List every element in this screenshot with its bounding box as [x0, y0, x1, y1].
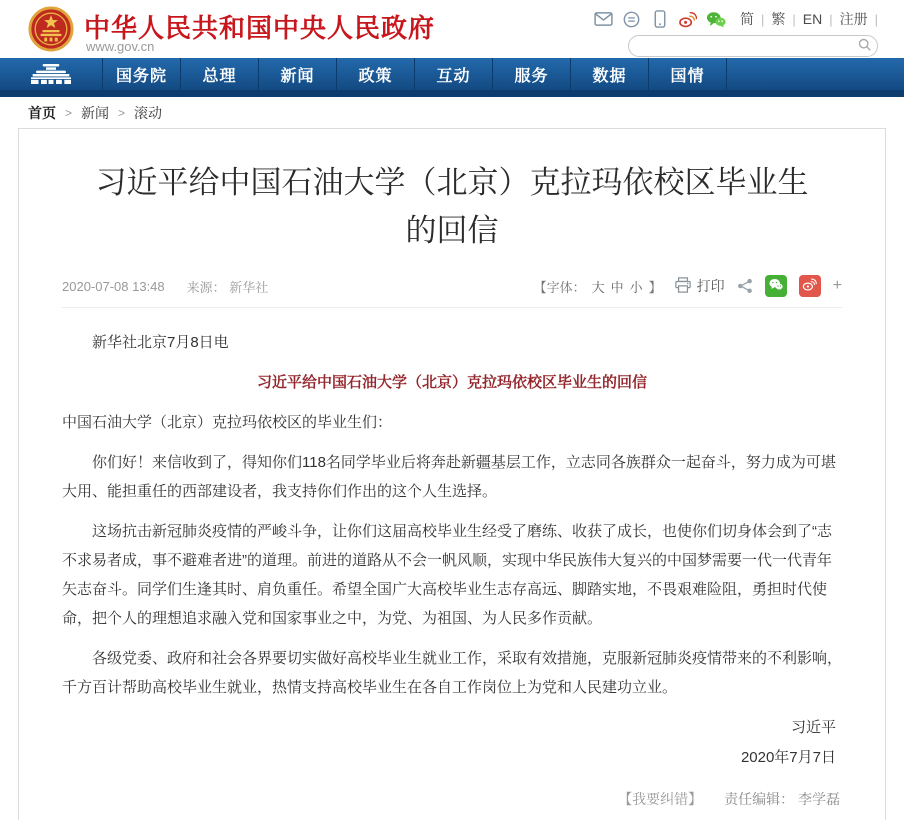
mobile-icon[interactable]	[650, 9, 670, 29]
main-nav	[0, 58, 904, 90]
source	[187, 277, 269, 296]
register-link[interactable]: 注册	[839, 11, 868, 27]
salutation: 中国石油大学（北京）克拉玛依校区的毕业生们：	[62, 414, 393, 431]
search-icon	[858, 38, 872, 55]
nav-bottom-strip	[0, 90, 904, 97]
editor-label: 责任编辑：	[724, 791, 795, 807]
breadcrumb-home[interactable]: 首页	[28, 104, 56, 121]
lang-traditional-link[interactable]: 繁	[771, 11, 786, 27]
lang-simplified-link[interactable]: 简	[739, 11, 754, 27]
editor-credit	[724, 789, 840, 809]
page-title: 习近平给中国石油大学（北京）克拉玛依校区毕业生的回信	[95, 165, 809, 248]
article-panel	[18, 128, 886, 820]
nav-item-state-council[interactable]: 国务院	[102, 58, 180, 90]
article-body	[62, 308, 842, 773]
source-value: 新华社	[229, 279, 269, 295]
separator: |	[792, 11, 796, 27]
font-large-button[interactable]: 大	[591, 279, 605, 295]
wechat-share-icon	[768, 278, 783, 294]
body-subtitle: 习近平给中国石油大学（北京）克拉玛依校区毕业生的回信	[256, 374, 647, 391]
font-medium-button[interactable]: 中	[610, 279, 624, 295]
editor-name: 李学磊	[798, 791, 840, 807]
print-label: 打印	[696, 278, 725, 294]
weibo-share-icon	[802, 278, 817, 294]
publish-date: 2020-07-08 13:48	[62, 278, 165, 294]
weibo-icon[interactable]	[678, 9, 698, 29]
nav-item-interaction[interactable]: 互动	[414, 58, 492, 90]
nav-item-services[interactable]: 服务	[492, 58, 570, 90]
site-header	[0, 0, 904, 58]
nav-home-tiananmen-icon[interactable]	[0, 58, 102, 90]
dateline: 新华社北京7月8日电	[92, 334, 229, 351]
nav-item-premier[interactable]: 总理	[180, 58, 258, 90]
article-toolbar	[534, 275, 842, 297]
article-meta-row	[62, 275, 842, 297]
wechat-icon[interactable]	[706, 9, 726, 29]
font-size-tool	[534, 277, 662, 296]
national-emblem-icon	[28, 6, 74, 52]
signature-date: 2020年7月7日	[740, 749, 836, 766]
nav-item-data[interactable]: 数据	[570, 58, 648, 90]
rss-circle-icon[interactable]	[622, 9, 642, 29]
mail-icon[interactable]	[594, 9, 614, 29]
search-button[interactable]	[853, 36, 877, 56]
header-utility-bar	[594, 9, 878, 29]
breadcrumb-separator: >	[65, 105, 73, 120]
nav-filler	[726, 58, 904, 90]
share-more-button[interactable]: +	[832, 277, 842, 294]
separator: |	[874, 11, 878, 27]
paragraph: 你们好！来信收到了，得知你们118名同学毕业后将奔赴新疆基层工作，立志同各族群众一起奋斗，努力成为可堪大用、能担重任的西部建设者，我支持你们作出的这个人生选择。	[62, 454, 836, 500]
share-icon[interactable]	[737, 278, 753, 294]
share-wechat-button[interactable]	[765, 275, 787, 297]
font-tool-label-close: 】	[648, 279, 662, 295]
print-button[interactable]	[674, 276, 725, 296]
nav-item-national-conditions[interactable]: 国情	[648, 58, 726, 90]
search-input[interactable]	[629, 37, 853, 55]
font-small-button[interactable]: 小	[629, 279, 643, 295]
lang-english-link[interactable]: EN	[802, 11, 823, 27]
nav-item-policies[interactable]: 政策	[336, 58, 414, 90]
signature-block	[62, 713, 842, 773]
search-box	[628, 35, 878, 57]
source-label: 来源：	[186, 279, 226, 295]
separator: |	[829, 11, 833, 27]
nav-item-news[interactable]: 新闻	[258, 58, 336, 90]
site-url: www.gov.cn	[86, 39, 155, 54]
font-tool-label: 【字体：	[533, 279, 586, 295]
site-title: 中华人民共和国中央人民政府	[84, 13, 436, 43]
printer-icon	[674, 277, 692, 296]
paragraph: 这场抗击新冠肺炎疫情的严峻斗争，让你们这届高校毕业生经受了磨练、收获了成长，也使你们切身体会到了“志不求易者成，事不避难者进”的道理。前进的道路从不会一帆风顺，实现中华民族伟大复兴的中国梦需要一代一代青年矢志奋斗。同学们生逢其时、肩负重任。希望全国广大高校毕业生志存高远、脚踏实地，不畏艰难险阻，勇担时代使命，把个人的理想追求融入党和国家事业之中，为党、为祖国、为人民多作贡献。	[62, 523, 833, 627]
breadcrumb-separator: >	[118, 105, 126, 120]
share-weibo-button[interactable]	[799, 275, 821, 297]
article-footer	[62, 789, 842, 820]
breadcrumb-rolling[interactable]: 滚动	[134, 104, 163, 121]
paragraph: 各级党委、政府和社会各界要切实做好高校毕业生就业工作，采取有效措施，克服新冠肺炎疫情带来的不利影响，千方百计帮助高校毕业生就业，热情支持高校毕业生在各自工作岗位上为党和人民建功立业。	[62, 650, 843, 696]
article-meta-left	[62, 277, 268, 296]
language-links	[740, 9, 878, 29]
separator: |	[760, 11, 765, 27]
error-correction-link[interactable]: 【我要纠错】	[618, 791, 703, 807]
breadcrumb-news[interactable]: 新闻	[81, 104, 110, 121]
signature-name: 习近平	[790, 719, 836, 736]
breadcrumb	[0, 97, 904, 128]
